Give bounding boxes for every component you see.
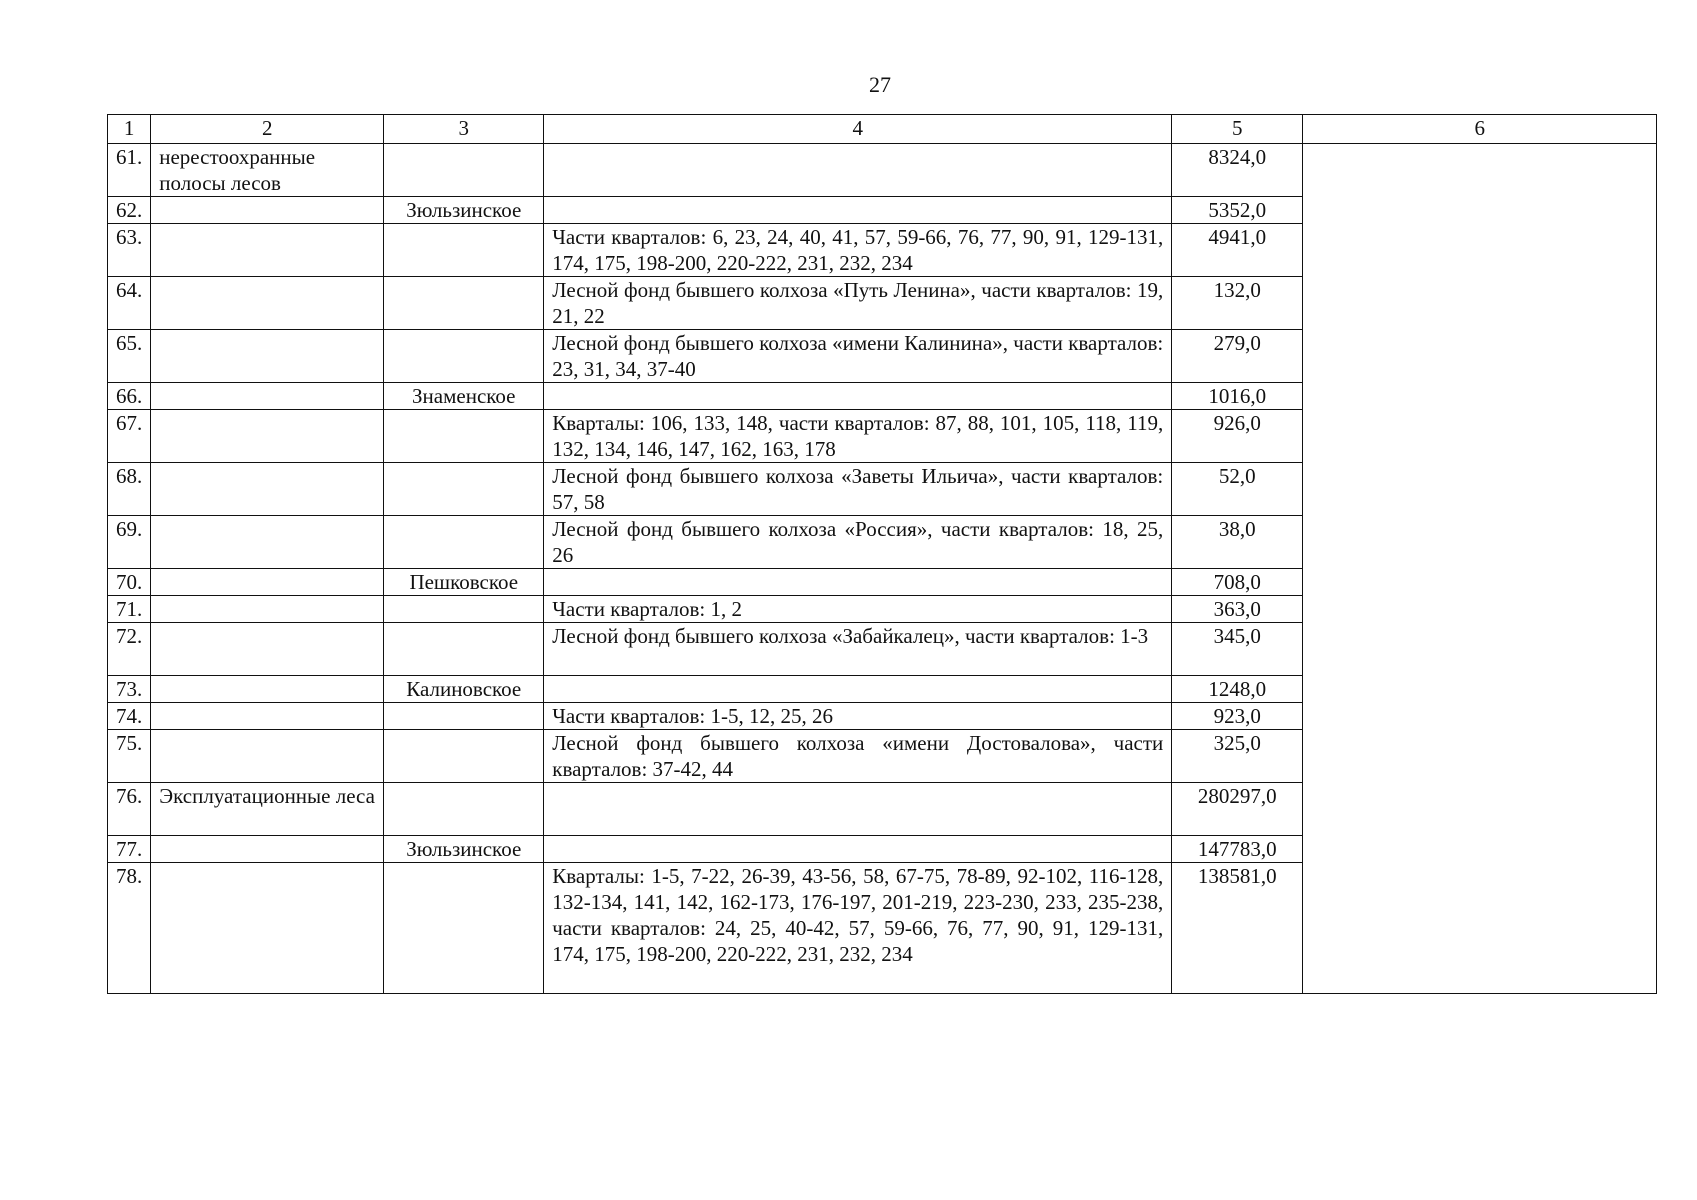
area-cell: 363,0 bbox=[1172, 596, 1303, 623]
description-cell: Части кварталов: 1, 2 bbox=[544, 596, 1172, 623]
column-header: 1 bbox=[108, 115, 151, 144]
row-number: 69. bbox=[108, 516, 151, 569]
description-cell: Лесной фонд бывшего колхоза «Россия», части кварталов: 18, 25, 26 bbox=[544, 516, 1172, 569]
description-cell: Лесной фонд бывшего колхоза «имени Достовалова», части кварталов: 37-42, 44 bbox=[544, 730, 1172, 783]
category-cell bbox=[151, 703, 384, 730]
description-cell: Кварталы: 1-5, 7-22, 26-39, 43-56, 58, 67-75, 78-89, 92-102, 116-128, 132-134, 141, 142, 162-173, 176-197, 201-219, 223-230, 233, 235-238, части кварталов: 24, 25, 40-42, 57, 59-66, 76, 77, 90, 91, 129-131, 174, 175, 198-200, 220-222, 231, 232, 234 bbox=[544, 863, 1172, 994]
category-cell bbox=[151, 383, 384, 410]
row-number: 71. bbox=[108, 596, 151, 623]
row-number: 62. bbox=[108, 197, 151, 224]
category-cell bbox=[151, 516, 384, 569]
category-cell bbox=[151, 330, 384, 383]
category-cell bbox=[151, 836, 384, 863]
description-cell: Лесной фонд бывшего колхоза «Заветы Ильича», части кварталов: 57, 58 bbox=[544, 463, 1172, 516]
area-cell: 8324,0 bbox=[1172, 144, 1303, 197]
category-cell bbox=[151, 410, 384, 463]
description-cell: Части кварталов: 1-5, 12, 25, 26 bbox=[544, 703, 1172, 730]
district-cell: Калиновское bbox=[384, 676, 544, 703]
area-cell: 923,0 bbox=[1172, 703, 1303, 730]
area-cell: 926,0 bbox=[1172, 410, 1303, 463]
area-cell: 132,0 bbox=[1172, 277, 1303, 330]
area-cell: 5352,0 bbox=[1172, 197, 1303, 224]
district-cell bbox=[384, 863, 544, 994]
column-header: 4 bbox=[544, 115, 1172, 144]
district-cell: Зюльзинское bbox=[384, 836, 544, 863]
row-number: 78. bbox=[108, 863, 151, 994]
category-cell bbox=[151, 676, 384, 703]
description-cell bbox=[544, 383, 1172, 410]
notes-cell bbox=[1303, 144, 1657, 994]
description-cell bbox=[544, 783, 1172, 836]
area-cell: 345,0 bbox=[1172, 623, 1303, 676]
category-cell bbox=[151, 596, 384, 623]
description-cell bbox=[544, 197, 1172, 224]
row-number: 64. bbox=[108, 277, 151, 330]
area-cell: 280297,0 bbox=[1172, 783, 1303, 836]
description-cell bbox=[544, 836, 1172, 863]
row-number: 75. bbox=[108, 730, 151, 783]
description-cell: Кварталы: 106, 133, 148, части кварталов: 87, 88, 101, 105, 118, 119, 132, 134, 146, 147, 162, 163, 178 bbox=[544, 410, 1172, 463]
description-cell: Лесной фонд бывшего колхоза «имени Калинина», части кварталов: 23, 31, 34, 37-40 bbox=[544, 330, 1172, 383]
area-cell: 708,0 bbox=[1172, 569, 1303, 596]
description-cell bbox=[544, 676, 1172, 703]
category-cell bbox=[151, 277, 384, 330]
district-cell bbox=[384, 623, 544, 676]
description-cell: Лесной фонд бывшего колхоза «Путь Ленина», части кварталов: 19, 21, 22 bbox=[544, 277, 1172, 330]
column-header: 3 bbox=[384, 115, 544, 144]
district-cell: Зюльзинское bbox=[384, 197, 544, 224]
row-number: 67. bbox=[108, 410, 151, 463]
category-cell bbox=[151, 197, 384, 224]
area-cell: 1248,0 bbox=[1172, 676, 1303, 703]
category-cell: нерестоохранные полосы лесов bbox=[151, 144, 384, 197]
table-row bbox=[108, 144, 1657, 197]
column-header: 2 bbox=[151, 115, 384, 144]
column-header: 5 bbox=[1172, 115, 1303, 144]
category-cell bbox=[151, 463, 384, 516]
category-cell: Эксплуатационные леса bbox=[151, 783, 384, 836]
row-number: 63. bbox=[108, 224, 151, 277]
data-table bbox=[107, 114, 1657, 994]
category-cell bbox=[151, 224, 384, 277]
district-cell bbox=[384, 224, 544, 277]
row-number: 61. bbox=[108, 144, 151, 197]
row-number: 65. bbox=[108, 330, 151, 383]
category-cell bbox=[151, 730, 384, 783]
row-number: 66. bbox=[108, 383, 151, 410]
district-cell bbox=[384, 144, 544, 197]
row-number: 77. bbox=[108, 836, 151, 863]
district-cell bbox=[384, 596, 544, 623]
row-number: 70. bbox=[108, 569, 151, 596]
district-cell: Знаменское bbox=[384, 383, 544, 410]
area-cell: 52,0 bbox=[1172, 463, 1303, 516]
row-number: 76. bbox=[108, 783, 151, 836]
district-cell bbox=[384, 277, 544, 330]
description-cell bbox=[544, 569, 1172, 596]
column-header: 6 bbox=[1303, 115, 1657, 144]
area-cell: 38,0 bbox=[1172, 516, 1303, 569]
district-cell bbox=[384, 730, 544, 783]
district-cell bbox=[384, 330, 544, 383]
area-cell: 325,0 bbox=[1172, 730, 1303, 783]
row-number: 74. bbox=[108, 703, 151, 730]
header-row bbox=[108, 115, 1657, 144]
category-cell bbox=[151, 623, 384, 676]
area-cell: 147783,0 bbox=[1172, 836, 1303, 863]
district-cell: Пешковское bbox=[384, 569, 544, 596]
area-cell: 4941,0 bbox=[1172, 224, 1303, 277]
row-number: 72. bbox=[108, 623, 151, 676]
area-cell: 138581,0 bbox=[1172, 863, 1303, 994]
area-cell: 279,0 bbox=[1172, 330, 1303, 383]
description-cell bbox=[544, 144, 1172, 197]
area-cell: 1016,0 bbox=[1172, 383, 1303, 410]
district-cell bbox=[384, 516, 544, 569]
description-cell: Лесной фонд бывшего колхоза «Забайкалец», части кварталов: 1-3 bbox=[544, 623, 1172, 676]
category-cell bbox=[151, 863, 384, 994]
district-cell bbox=[384, 463, 544, 516]
description-cell: Части кварталов: 6, 23, 24, 40, 41, 57, 59-66, 76, 77, 90, 91, 129-131, 174, 175, 198-200, 220-222, 231, 232, 234 bbox=[544, 224, 1172, 277]
district-cell bbox=[384, 783, 544, 836]
row-number: 73. bbox=[108, 676, 151, 703]
category-cell bbox=[151, 569, 384, 596]
page-number: 27 bbox=[869, 72, 891, 97]
row-number: 68. bbox=[108, 463, 151, 516]
district-cell bbox=[384, 703, 544, 730]
district-cell bbox=[384, 410, 544, 463]
